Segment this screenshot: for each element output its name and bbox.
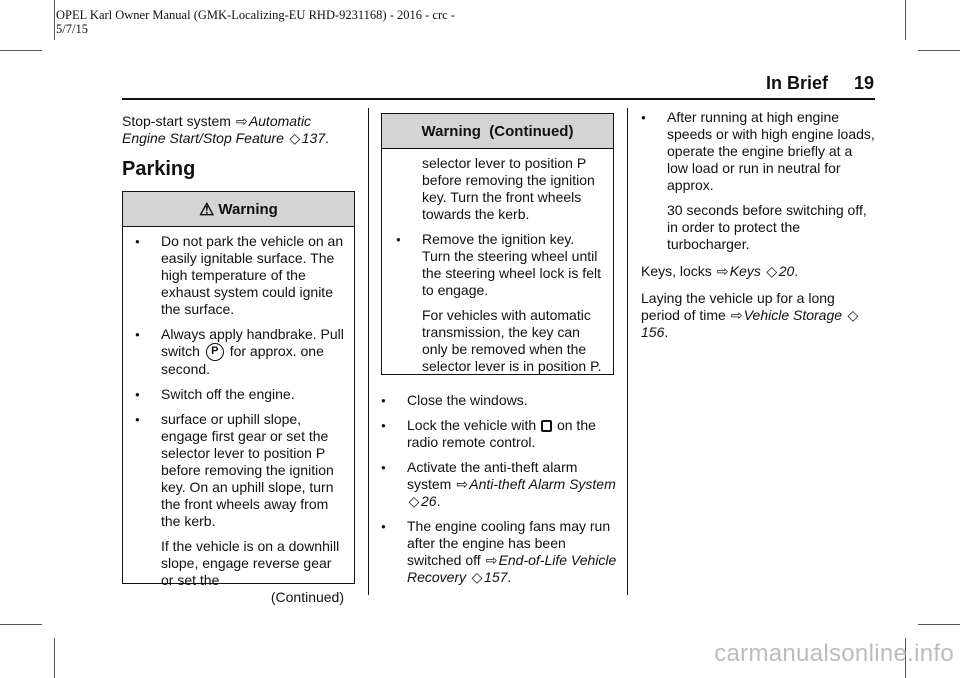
bullet: ● <box>381 421 386 430</box>
bullet: ● <box>135 390 140 400</box>
bullet: ● <box>135 415 140 425</box>
warning-icon: ⚠ <box>199 199 215 219</box>
page-reference-icon: ◇ <box>766 263 778 279</box>
middle-list <box>381 384 617 586</box>
bullet: ● <box>135 330 140 339</box>
header-rule <box>122 98 875 100</box>
page-number: 19 <box>853 73 874 93</box>
section-title: In Brief <box>765 73 828 93</box>
crop-mark <box>0 50 42 51</box>
crop-mark <box>54 0 55 40</box>
sub-paragraph: For vehicles with automatic transmission, the key can only be removed when the selector lever is in position P. <box>422 307 602 374</box>
crop-mark <box>54 638 55 678</box>
reference-link[interactable]: Anti-theft Alarm System <box>469 476 616 492</box>
reference-page[interactable]: 156 <box>641 324 665 340</box>
reference-arrow-icon: ⇨ <box>716 263 729 279</box>
running-head <box>766 73 874 94</box>
page-reference-icon: ◇ <box>289 130 301 146</box>
warning-title: Warning <box>218 200 278 218</box>
list-item: ● surface or uphill slope, engage first gear or set the selector lever to position P before removing the ignition key. On an uphill slope, turn the front wheels away from the kerb. If the vehicle is on a downhill slope, engage reverse gear or set the <box>135 411 344 589</box>
list-item: ● Always apply handbrake. Pull switch P for approx. one second. <box>135 326 344 378</box>
keys-reference: Keys, locks ⇨Keys ◇ 20. <box>641 263 799 279</box>
reference-page[interactable]: 20 <box>778 263 795 279</box>
reference-page[interactable]: 157 <box>484 569 508 585</box>
sub-paragraph: 30 seconds before switching off, in order to protect the turbocharger. <box>667 202 867 252</box>
warning-body <box>123 233 354 606</box>
reference-link[interactable]: Vehicle Storage <box>743 307 843 323</box>
reference-arrow-icon: ⇨ <box>456 476 469 492</box>
page-reference-icon: ◇ <box>471 569 483 585</box>
bullet: ● <box>641 113 646 122</box>
crop-mark <box>905 0 906 40</box>
right-column <box>641 105 875 341</box>
continued-text: selector lever to position P before removing the ignition key. Turn the front wheels towards the kerb. <box>422 155 595 222</box>
print-header-date: 5/7/15 <box>56 22 88 36</box>
list-item: ● Switch off the engine. <box>135 386 295 403</box>
print-header-line: OPEL Karl Owner Manual (GMK-Localizing-EU RHD-9231168) - 2016 - crc - <box>56 8 455 22</box>
column-divider <box>368 108 369 595</box>
bullet: ● <box>381 463 386 472</box>
storage-reference: Laying the vehicle up for a long period of time ⇨Vehicle Storage ◇156. <box>641 290 859 340</box>
reference-arrow-icon: ⇨ <box>730 307 743 323</box>
crop-mark <box>918 624 960 625</box>
warning-box-continued <box>381 113 614 375</box>
list-item: ● Lock the vehicle with on the radio remote control. <box>381 417 596 450</box>
reference-arrow-icon: ⇨ <box>485 552 498 568</box>
list-item: ● Do not park the vehicle on an easily ignitable surface. The high temperature of the exhaust system could ignite the surface. <box>135 233 344 317</box>
warning-title: Warning (Continued) <box>421 122 574 140</box>
list-item: ● Close the windows. <box>381 392 528 408</box>
warning-header <box>382 114 613 149</box>
reference-link[interactable]: Automatic Engine Start/Stop Feature <box>122 113 312 146</box>
warning-body <box>382 155 613 375</box>
continued-label: (Continued) <box>270 589 344 606</box>
section-heading: Parking <box>122 158 196 180</box>
warning-box <box>122 191 355 606</box>
page-reference-icon: ◇ <box>847 307 859 323</box>
crop-mark <box>0 624 42 625</box>
bullet: ● <box>381 396 386 405</box>
list-item: ● After running at high engine speeds or with high engine loads, operate the engine briefly at a low load or run in neutral for approx. 30 seconds before switching off, in order to protect the turbocharger. <box>641 109 875 252</box>
lock-icon <box>541 420 552 432</box>
reference-page[interactable]: 26 <box>421 493 437 509</box>
list-item: ● Activate the anti-theft alarm system ⇨Anti-theft Alarm System ◇ 26. <box>381 459 616 509</box>
warning-header <box>123 192 354 227</box>
print-header-note <box>56 8 455 36</box>
intro-reference: Stop-start system ⇨Automatic Engine Start/Stop Feature ◇ 137. <box>122 113 330 146</box>
sub-paragraph: If the vehicle is on a downhill slope, engage reverse gear or set the <box>161 538 340 589</box>
page-reference-icon: ◇ <box>408 493 420 509</box>
reference-link[interactable]: Keys <box>729 263 761 279</box>
reference-arrow-icon: ⇨ <box>235 113 248 129</box>
column-divider <box>627 108 628 595</box>
bullet: ● <box>396 235 401 244</box>
bullet: ● <box>135 237 140 246</box>
bullet: ● <box>381 522 386 531</box>
crop-mark <box>918 50 960 51</box>
reference-link[interactable]: End-of-Life Vehicle Recovery <box>407 552 617 585</box>
list-item: ● The engine cooling fans may run after the engine has been switched off ⇨End-of-Life Vehicle Recovery ◇ 157. <box>381 518 617 585</box>
list-item: ● Remove the ignition key. Turn the steering wheel until the steering wheel lock is felt to engage. For vehicles with automatic transmission, the key can only be removed when the selector lever is in position P. <box>396 231 602 374</box>
reference-page[interactable]: 137 <box>301 130 326 146</box>
left-column <box>122 113 354 147</box>
watermark: carmanualsonline.info <box>714 640 954 667</box>
parking-brake-icon: P <box>206 343 224 361</box>
